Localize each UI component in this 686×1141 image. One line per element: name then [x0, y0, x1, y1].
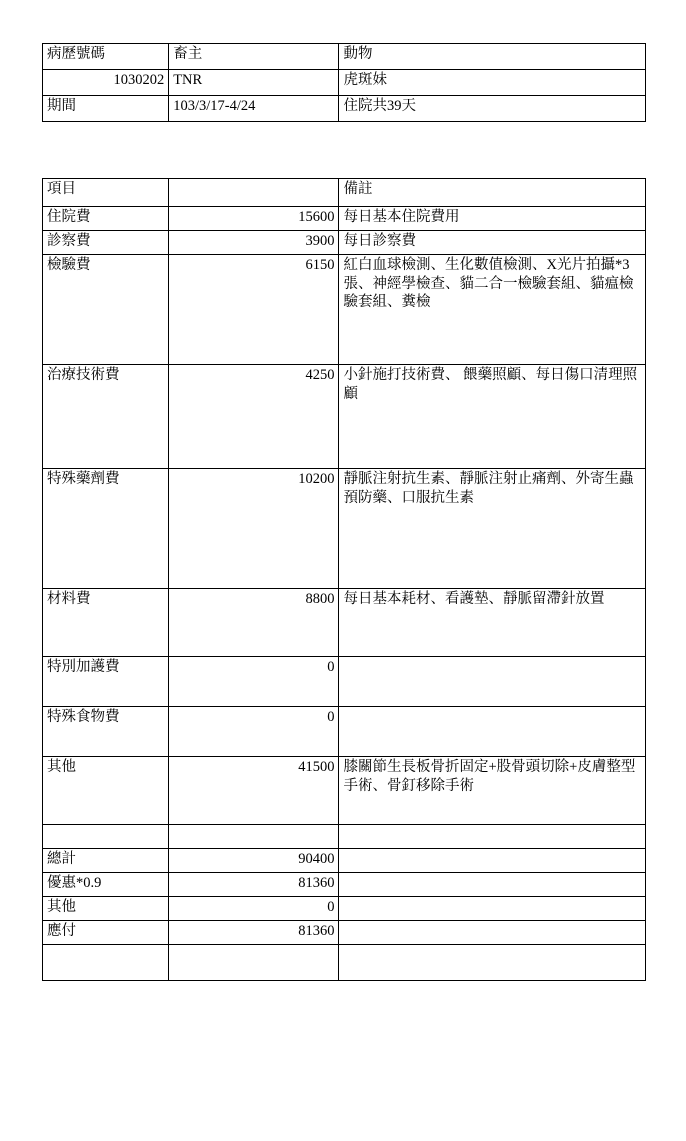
period-note: 住院共39天: [339, 96, 646, 122]
charge-note: 小針施打技術費、 餵藥照顧、每日傷口清理照顧: [339, 365, 646, 469]
charge-item-label: 特殊藥劑費: [43, 469, 169, 589]
table-row: [43, 231, 646, 255]
charge-note: [339, 849, 646, 873]
charge-amount: [169, 825, 339, 849]
table-row: [43, 945, 646, 981]
charge-amount: 0: [169, 707, 339, 757]
table-row: [43, 873, 646, 897]
charge-note: [339, 897, 646, 921]
table-row: [43, 825, 646, 849]
charge-amount: 41500: [169, 757, 339, 825]
patient-header-table: [42, 43, 646, 122]
charge-note: [339, 873, 646, 897]
header-col-animal: 動物: [339, 44, 646, 70]
table-row: [43, 469, 646, 589]
charge-amount: 6150: [169, 255, 339, 365]
charge-item-label: 優惠*0.9: [43, 873, 169, 897]
record-no-value: 1030202: [43, 70, 169, 96]
table-row: [43, 921, 646, 945]
table-row: [43, 589, 646, 657]
charge-amount: 15600: [169, 207, 339, 231]
header-col-item: 項目: [43, 179, 169, 207]
charge-note: [339, 657, 646, 707]
table-row: [43, 96, 646, 122]
table-row: [43, 365, 646, 469]
charge-note: 靜脈注射抗生素、靜脈注射止痛劑、外寄生蟲預防藥、口服抗生素: [339, 469, 646, 589]
charge-item-label: 應付: [43, 921, 169, 945]
charge-amount: 90400: [169, 849, 339, 873]
charge-item-label: 材料費: [43, 589, 169, 657]
header-col-owner: 畜主: [169, 44, 339, 70]
charge-item-label: 特殊食物費: [43, 707, 169, 757]
charge-item-label: [43, 825, 169, 849]
charge-amount: 81360: [169, 921, 339, 945]
charge-item-label: [43, 945, 169, 981]
charge-item-label: 其他: [43, 897, 169, 921]
charge-item-label: 總計: [43, 849, 169, 873]
charge-amount: 8800: [169, 589, 339, 657]
charge-note: [339, 921, 646, 945]
charge-amount: 81360: [169, 873, 339, 897]
charge-note: [339, 945, 646, 981]
charge-note: 膝關節生長板骨折固定+股骨頭切除+皮膚整型手術、骨釘移除手術: [339, 757, 646, 825]
charge-note: 每日基本耗材、看護墊、靜脈留滯針放置: [339, 589, 646, 657]
header-col-note: 備註: [339, 179, 646, 207]
charges-table: [42, 178, 646, 981]
charge-amount: 0: [169, 897, 339, 921]
charge-note: 每日基本住院費用: [339, 207, 646, 231]
header-col-record-no: 病歷號碼: [43, 44, 169, 70]
header-col-amount: [169, 179, 339, 207]
table-row: [43, 657, 646, 707]
charge-note: 每日診察費: [339, 231, 646, 255]
charge-item-label: 特別加護費: [43, 657, 169, 707]
period-label: 期間: [43, 96, 169, 122]
charge-note: [339, 825, 646, 849]
charge-item-label: 住院費: [43, 207, 169, 231]
charge-item-label: 診察費: [43, 231, 169, 255]
table-header-row: [43, 179, 646, 207]
table-header-row: [43, 44, 646, 70]
table-row: [43, 707, 646, 757]
table-row: [43, 207, 646, 231]
charge-amount: 0: [169, 657, 339, 707]
owner-value: TNR: [169, 70, 339, 96]
charge-amount: 10200: [169, 469, 339, 589]
table-row: [43, 255, 646, 365]
charge-amount: 4250: [169, 365, 339, 469]
table-row: [43, 757, 646, 825]
charge-item-label: 檢驗費: [43, 255, 169, 365]
charge-note: [339, 707, 646, 757]
table-row: [43, 897, 646, 921]
animal-value: 虎斑妹: [339, 70, 646, 96]
table-row: [43, 70, 646, 96]
period-value: 103/3/17-4/24: [169, 96, 339, 122]
charge-item-label: 治療技術費: [43, 365, 169, 469]
charge-item-label: 其他: [43, 757, 169, 825]
table-row: [43, 849, 646, 873]
charge-note: 紅白血球檢測、生化數值檢測、X光片拍攝*3張、神經學檢查、貓二合一檢驗套組、貓瘟檢驗套組、糞檢: [339, 255, 646, 365]
charge-amount: [169, 945, 339, 981]
charge-amount: 3900: [169, 231, 339, 255]
